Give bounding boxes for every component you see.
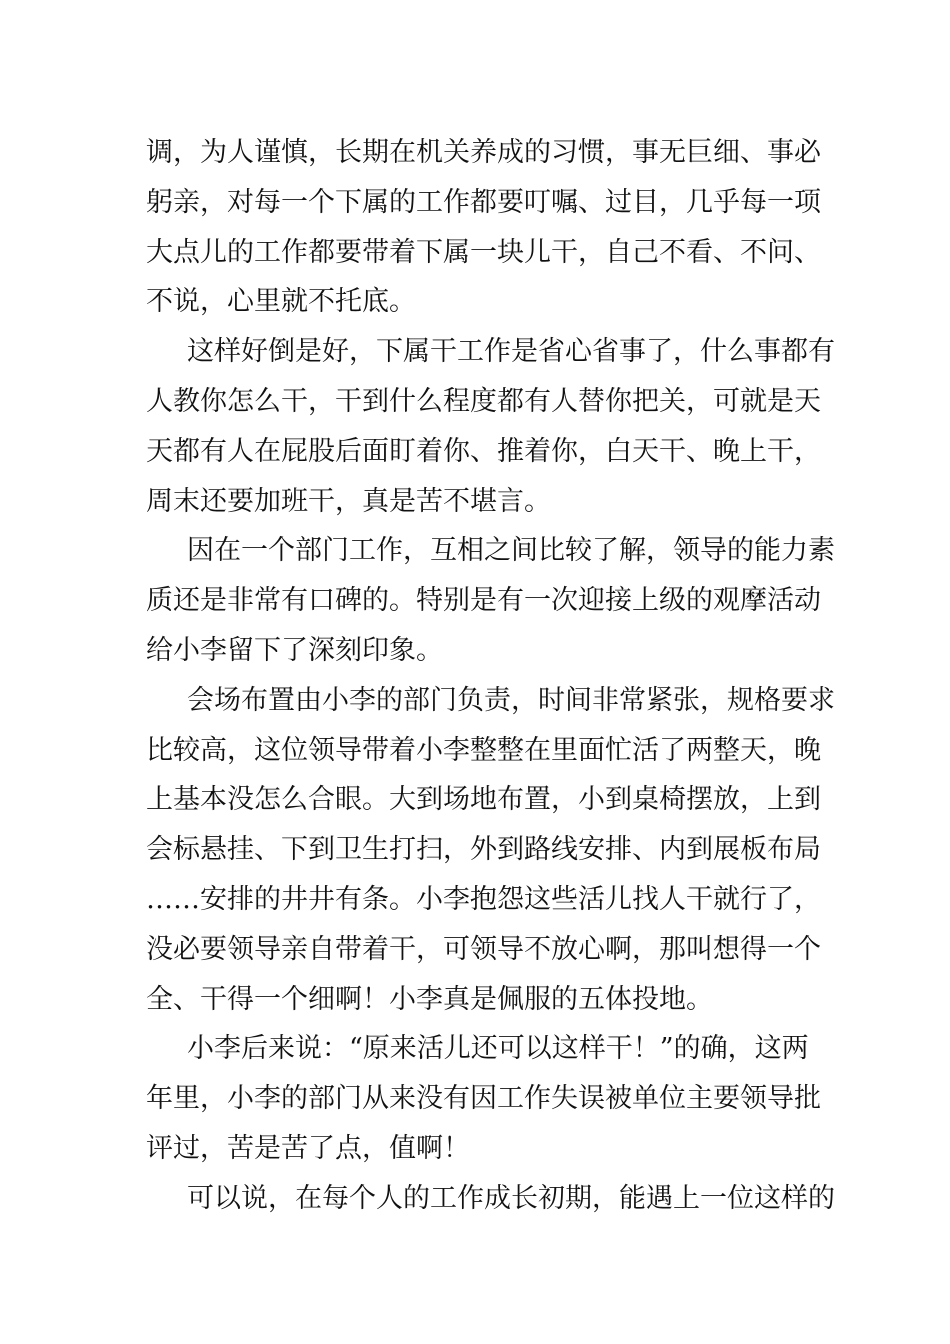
text-line: 给小李留下了深刻印象。 — [146, 634, 443, 666]
text-line: 躬亲，对每一个下属的工作都要叮嘱、过目，几乎每一项 — [146, 186, 821, 218]
paragraph-start-line: 因在一个部门工作，互相之间比较了解，领导的能力素 — [187, 535, 835, 567]
text-line: 没必要领导亲自带着干，可领导不放心啊，那叫想得一个 — [146, 933, 821, 965]
text-line: 不说，心里就不托底。 — [146, 286, 416, 318]
paragraph-start-line: 这样好倒是好，下属干工作是省心省事了，什么事都有 — [187, 336, 835, 368]
document-body — [146, 128, 835, 1224]
text-line: 大点儿的工作都要带着下属一块儿干，自己不看、不问、 — [146, 236, 821, 268]
text-line: 调，为人谨慎，长期在机关养成的习惯，事无巨细、事必 — [146, 137, 821, 168]
text-line: 周末还要加班干，真是苦不堪言。 — [146, 485, 551, 517]
text-line: 比较高，这位领导带着小李整整在里面忙活了两整天，晚 — [146, 734, 821, 766]
text-line: ……安排的井井有条。小李抱怨这些活儿找人干就行了， — [146, 883, 821, 915]
text-line: 质还是非常有口碑的。特别是有一次迎接上级的观摩活动 — [146, 585, 821, 617]
text-line: 评过，苦是苦了点，值啊！ — [146, 1132, 470, 1164]
paragraph-start-line: 可以说，在每个人的工作成长初期，能遇上一位这样的 — [187, 1182, 835, 1214]
text-line: 上基本没怎么合眼。大到场地布置，小到桌椅摆放，上到 — [146, 784, 821, 816]
text-line: 天都有人在屁股后面盯着你、推着你，白天干、晚上干， — [146, 435, 821, 467]
text-line: 年里，小李的部门从来没有因工作失误被单位主要领导批 — [146, 1083, 821, 1115]
text-line: 人教你怎么干，干到什么程度都有人替你把关，可就是天 — [146, 385, 821, 417]
text-line: 会标悬挂、下到卫生打扫，外到路线安排、内到展板布局 — [146, 834, 821, 866]
paragraph-start-line: 会场布置由小李的部门负责，时间非常紧张，规格要求 — [187, 684, 835, 716]
text-line: 全、干得一个细啊！小李真是佩服的五体投地。 — [146, 983, 713, 1015]
paragraph-start-line: 小李后来说：“原来活儿还可以这样干！”的确，这两 — [187, 1033, 809, 1065]
